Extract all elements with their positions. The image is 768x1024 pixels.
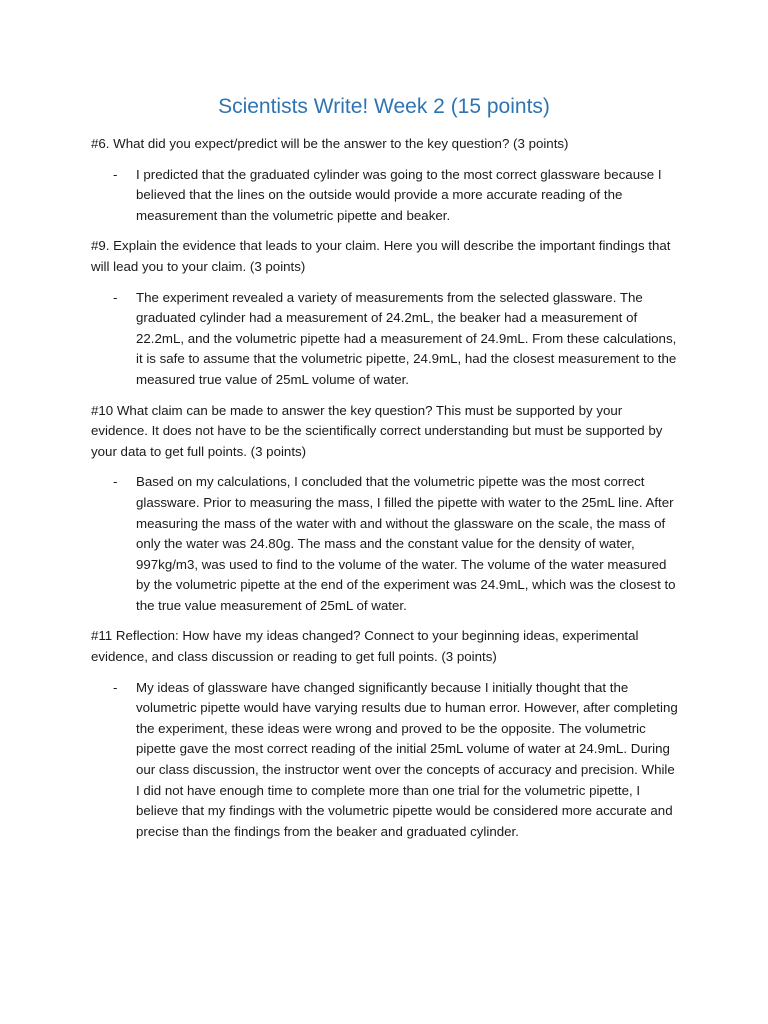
list-dash: - — [113, 166, 118, 182]
question-6: #6. What did you expect/predict will be the answer to the key question? (3 points) — [91, 136, 569, 151]
question-9: #9. Explain the evidence that leads to your claim. Here you will describe the important findings that will lead you to your claim. (3 points) — [91, 238, 671, 274]
list-dash: - — [113, 289, 118, 305]
answer-10-text: Based on my calculations, I concluded that the volumetric pipette was the most correct glassware. Prior to measuring the mass, I filled the pipette with water to the 25mL line. After measuring the mass of the water with and without the glassware on the scale, the mass of only the water was 24.80g. The mass and the constant value for the density of water, 997kg/m3, was used to find to the volume of the water. The volume of the water measured by the volumetric pipette at the end of the experiment was 24.9mL, which was the closest to the true value measurement of 25mL of water. — [136, 474, 676, 613]
answer-6-text: I predicted that the graduated cylinder was going to the most correct glassware because I believed that the lines on the outside would provide a more accurate reading of the measurement than the volumetric pipette and beaker. — [136, 166, 662, 223]
answer-11 — [91, 678, 681, 843]
answer-9-text: The experiment revealed a variety of measurements from the selected glassware. The graduated cylinder had a measurement of 24.2mL, the beaker had a measurement of 22.2mL, and the volumetric pipette had a measurement of 24.9mL. From these calculations, it is safe to assume that the volumetric pipette, 24.9mL, had the closest measurement to the measured true value of 25mL volume of water. — [136, 289, 677, 387]
answer-10 — [91, 472, 681, 616]
list-dash: - — [113, 679, 118, 695]
question-11: #11 Reflection: How have my ideas changed? Connect to your beginning ideas, experimental evidence, and class discussion or reading to get full points. (3 points) — [91, 628, 639, 665]
document-title: Scientists Write! Week 2 (15 points) — [218, 95, 550, 118]
answer-9 — [91, 288, 681, 391]
list-dash: - — [113, 474, 118, 490]
answer-6 — [91, 165, 681, 227]
question-10: #10 What claim can be made to answer the key question? This must be supported by your evidence. It does not have to be the scientifically correct understanding but must be supported by your data to get full points. (3 points) — [91, 402, 663, 459]
answer-11-text: My ideas of glassware have changed significantly because I initially thought that the volumetric pipette would have varying results due to human error. However, after completing the experiment, these ideas were wrong and proved to be the opposite. The volumetric pipette gave the most correct reading of the initial 25mL volume of water at 24.9mL. During our class discussion, the instructor went over the concepts of accuracy and precision. While I did not have enough time to complete more than one trial for the volumetric pipette, I believe that my findings with the volumetric pipette would be considered more accurate and precise than the findings from the beaker and graduated cylinder. — [136, 679, 678, 839]
document-body — [91, 134, 681, 852]
